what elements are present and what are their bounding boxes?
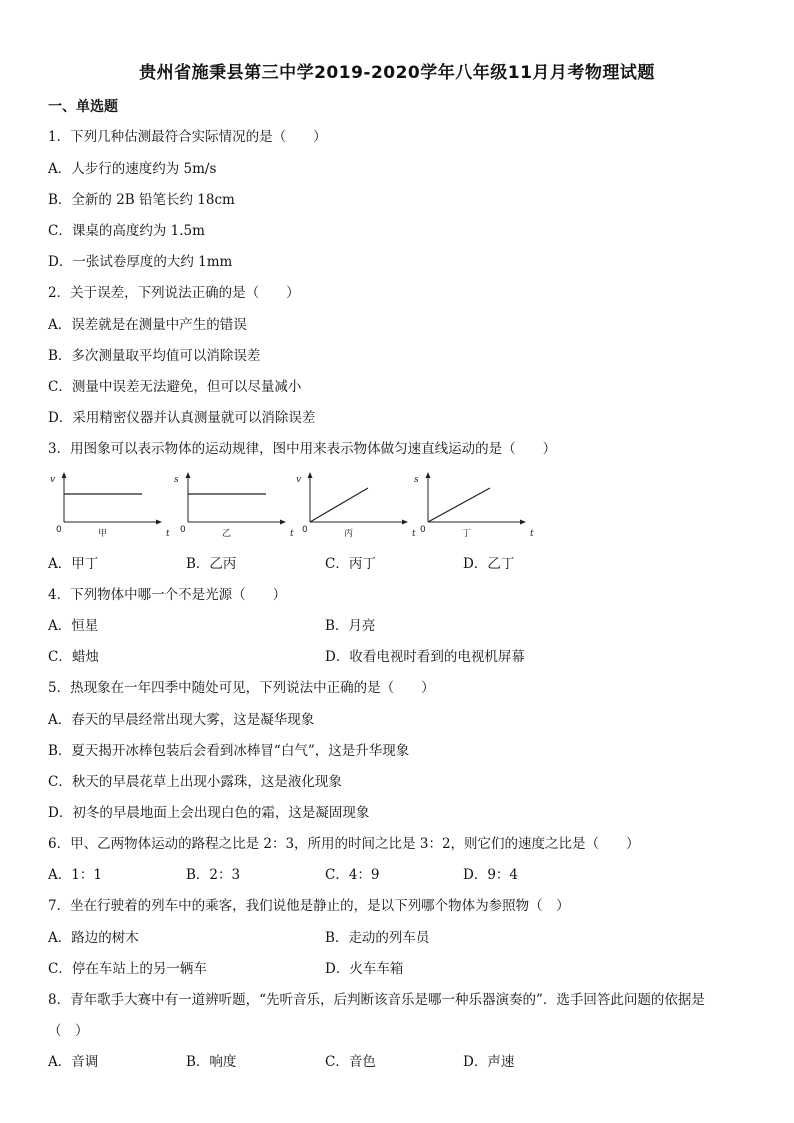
question-7-stem: 7．坐在行驶着的列车中的乘客，我们说他是静止的，是以下列哪个物体为参照物（ ） bbox=[48, 898, 570, 914]
question-8-stem-continuation: （ ） bbox=[48, 1023, 89, 1039]
graph-yi-origin: 0 bbox=[180, 525, 186, 535]
question-7-option-b: B．走动的列车员 bbox=[325, 930, 430, 946]
graph-ding-svg bbox=[410, 470, 540, 540]
question-4-option-a: A．恒星 bbox=[48, 618, 99, 634]
graph-bing-x-label: t bbox=[412, 529, 416, 539]
graph-jia-x-label: t bbox=[166, 529, 170, 539]
question-4-stem: 4．下列物体中哪一个不是光源（ ） bbox=[48, 587, 287, 603]
question-6-option-b: B．2：3 bbox=[186, 867, 241, 883]
question-3-stem: 3．用图象可以表示物体的运动规律，图中用来表示物体做匀速直线运动的是（ ） bbox=[48, 441, 557, 457]
question-2-stem: 2．关于误差，下列说法正确的是（ ） bbox=[48, 285, 300, 301]
question-6-option-c: C．4：9 bbox=[325, 867, 380, 883]
graph-jia-y-label: v bbox=[50, 475, 56, 485]
graph-ding-caption: 丁 bbox=[462, 529, 472, 539]
graph-yi-caption: 乙 bbox=[222, 529, 232, 539]
question-7-option-c: C．停在车站上的另一辆车 bbox=[48, 961, 207, 977]
graph-jia bbox=[46, 470, 176, 540]
question-4-option-d: D．收看电视时看到的电视机屏幕 bbox=[325, 649, 525, 665]
graph-yi bbox=[170, 470, 300, 540]
question-3-option-d: D．乙丁 bbox=[463, 556, 515, 572]
question-1-stem: 1．下列几种估测最符合实际情况的是（ ） bbox=[48, 129, 327, 145]
question-3-option-a: A．甲丁 bbox=[48, 556, 99, 572]
question-8-stem: 8．青年歌手大赛中有一道辨听题，“先听音乐，后判断该音乐是哪一种乐器演奏的”．选手回答此问题的依据是 bbox=[48, 992, 705, 1008]
question-5-stem: 5．热现象在一年四季中随处可见，下列说法中正确的是（ ） bbox=[48, 680, 435, 696]
question-2-option-a: A．误差就是在测量中产生的错误 bbox=[48, 317, 247, 333]
question-8-option-d: D．声速 bbox=[463, 1054, 515, 1070]
graph-bing-caption: 丙 bbox=[344, 529, 354, 539]
question-1-option-c: C．课桌的高度约为 1.5m bbox=[48, 223, 205, 239]
graph-yi-y-label: s bbox=[174, 475, 179, 485]
question-5-option-a: A．春天的早晨经常出现大雾，这是凝华现象 bbox=[48, 712, 315, 728]
question-7-option-a: A．路边的树木 bbox=[48, 930, 139, 946]
question-6-option-d: D．9：4 bbox=[463, 867, 519, 883]
graph-yi-x-label: t bbox=[290, 529, 294, 539]
graph-ding-line bbox=[428, 488, 490, 522]
question-5-option-b: B．夏天揭开冰棒包装后会看到冰棒冒“白气”，这是升华现象 bbox=[48, 743, 410, 759]
graph-bing-origin: 0 bbox=[302, 525, 308, 535]
question-6-stem: 6．甲、乙两物体运动的路程之比是 2：3，所用的时间之比是 3：2，则它们的速度之比是（ ） bbox=[48, 836, 640, 852]
question-2-option-b: B．多次测量取平均值可以消除误差 bbox=[48, 348, 261, 364]
question-1-option-a: A．人步行的速度约为 5m/s bbox=[48, 161, 217, 177]
graph-ding-x-label: t bbox=[530, 529, 534, 539]
graph-bing-svg bbox=[292, 470, 422, 540]
graph-bing bbox=[292, 470, 422, 540]
graph-jia-origin: 0 bbox=[56, 525, 62, 535]
question-1-option-b: B．全新的 2B 铅笔长约 18cm bbox=[48, 192, 235, 208]
graph-ding bbox=[410, 470, 540, 540]
graph-bing-line bbox=[310, 488, 368, 522]
question-5-option-c: C．秋天的早晨花草上出现小露珠，这是液化现象 bbox=[48, 774, 342, 790]
question-3-option-b: B．乙丙 bbox=[186, 556, 237, 572]
section-heading: 一、单选题 bbox=[48, 99, 118, 115]
graph-jia-caption: 甲 bbox=[98, 529, 108, 539]
graph-ding-y-label: s bbox=[414, 475, 419, 485]
question-2-option-c: C．测量中误差无法避免，但可以尽量减小 bbox=[48, 379, 302, 395]
question-2-option-d: D．采用精密仪器并认真测量就可以消除误差 bbox=[48, 410, 316, 426]
graph-bing-y-label: v bbox=[296, 475, 302, 485]
question-1-option-d: D．一张试卷厚度的大约 1mm bbox=[48, 254, 233, 270]
question-8-option-c: C．音色 bbox=[325, 1054, 376, 1070]
graph-yi-svg bbox=[170, 470, 300, 540]
graph-ding-origin: 0 bbox=[420, 525, 426, 535]
question-8-option-a: A．音调 bbox=[48, 1054, 99, 1070]
graph-jia-svg bbox=[46, 470, 176, 540]
question-5-option-d: D．初冬的早晨地面上会出现白色的霜，这是凝固现象 bbox=[48, 805, 370, 821]
question-4-option-c: C．蜡烛 bbox=[48, 649, 99, 665]
question-8-option-b: B．响度 bbox=[186, 1054, 237, 1070]
question-3-option-c: C．丙丁 bbox=[325, 556, 376, 572]
question-4-option-b: B．月亮 bbox=[325, 618, 376, 634]
question-7-option-d: D．火车车箱 bbox=[325, 961, 404, 977]
question-6-option-a: A．1：1 bbox=[48, 867, 102, 883]
page-title: 贵州省施秉县第三中学2019-2020学年八年级11月月考物理试题 bbox=[139, 63, 655, 83]
